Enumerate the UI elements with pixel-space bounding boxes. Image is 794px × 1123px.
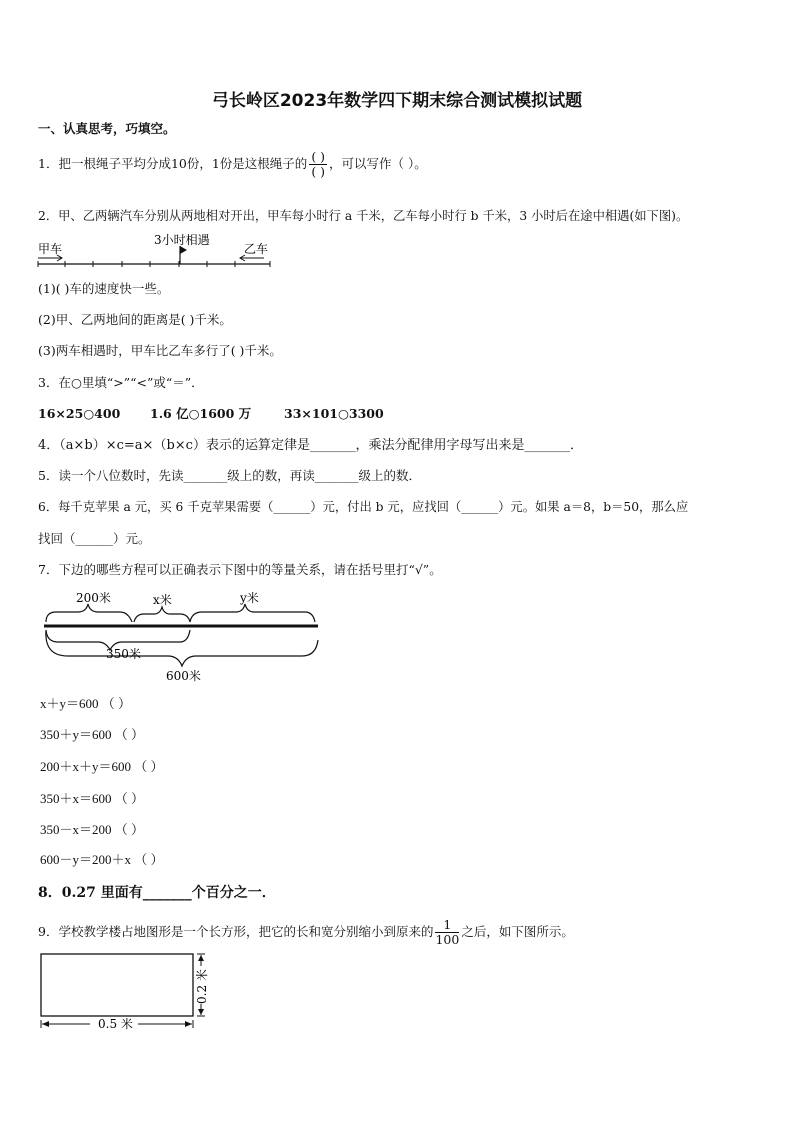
section-heading: 一、认真思考，巧填空。 xyxy=(38,121,176,136)
q3-item-3: 33×101○3300 xyxy=(284,406,384,421)
q3-item-2: 1.6 亿○1600 万 xyxy=(150,406,252,421)
brace-diagram xyxy=(40,590,325,685)
q2-sub-1: (1)( )车的速度快一些。 xyxy=(38,281,170,296)
question-9 xyxy=(38,918,574,947)
question-6: 6．每千克苹果 a 元，买 6 千克苹果需要（______）元，付出 b 元，应找回（______）元。如果 a＝8，b＝50，那么应 xyxy=(38,500,689,514)
question-8: 8．0.27 里面有_______个百分之一． xyxy=(38,885,276,901)
equation-6: 600－y＝200＋x （ ） xyxy=(40,852,164,867)
fraction-numerator: 1 xyxy=(435,918,459,933)
arrow-left-icon xyxy=(42,1021,49,1027)
question-6-cont: 找回（______）元。 xyxy=(38,531,151,546)
q3-item-1: 16×25○400 xyxy=(38,406,121,421)
arrow-up-icon xyxy=(198,955,204,961)
equation-4: 350＋x＝600 （ ） xyxy=(40,791,145,806)
q2-sub-3: (3)两车相遇时，甲车比乙车多行了( )千米。 xyxy=(38,343,282,358)
question-4: 4．（a×b）×c=a×（b×c）表示的运算定律是_______，乘法分配律用字母写出来是_______． xyxy=(38,438,583,453)
arrow-right-icon xyxy=(185,1021,192,1027)
question-3: 3．在○里填“>”“<”或“＝”． xyxy=(38,375,204,390)
meet-label: 3小时相遇 xyxy=(154,233,210,247)
q1-fraction xyxy=(309,150,327,179)
meeting-diagram xyxy=(36,232,276,272)
q9-text: 9．学校教学楼占地图形是一个长方形，把它的长和宽分别缩小到原来的 xyxy=(38,924,434,939)
fraction-numerator: ( ) xyxy=(311,149,326,164)
segment-200-label: 200米 xyxy=(76,591,111,605)
equation-2: 350＋y＝600 （ ） xyxy=(40,727,145,742)
q1-text: 1．把一根绳子平均分成10份，1份是这根绳子的 xyxy=(38,156,308,171)
question-1 xyxy=(38,150,427,179)
page-title: 弓长岭区2023年数学四下期末综合测试模拟试题 xyxy=(211,91,583,111)
fraction-denominator: ( ) xyxy=(311,164,326,179)
q2-sub-2: (2)甲、乙两地间的距离是( )千米。 xyxy=(38,312,232,327)
question-7: 7．下边的哪些方程可以正确表示下图中的等量关系，请在括号里打“√”。 xyxy=(38,562,442,577)
flag-icon xyxy=(180,246,187,254)
segment-x-label: x米 xyxy=(153,593,172,607)
q9-text-end: 之后，如下图所示。 xyxy=(461,924,574,939)
rectangle-diagram xyxy=(36,950,216,1034)
height-label: 0.2 米 xyxy=(195,969,209,1004)
fraction-denominator: 100 xyxy=(435,932,460,947)
q9-fraction xyxy=(435,918,459,947)
question-5: 5．读一个八位数时，先读_______级上的数，再读_______级上的数． xyxy=(38,468,421,483)
segment-350-label: 350米 xyxy=(106,647,141,661)
q1-text-end: ，可以写作（ ）。 xyxy=(329,156,427,171)
equation-1: x＋y＝600 （ ） xyxy=(40,696,132,711)
width-label: 0.5 米 xyxy=(98,1017,133,1031)
equation-3: 200＋x＋y＝600 （ ） xyxy=(40,759,164,774)
arrow-down-icon xyxy=(198,1009,204,1015)
right-car-label: 乙车 xyxy=(244,242,269,256)
question-2: 2．甲、乙两辆汽车分别从两地相对开出，甲车每小时行 a 千米，乙车每小时行 b 千米，3 小时后在途中相遇(如下图)。 xyxy=(38,209,689,223)
segment-600-label: 600米 xyxy=(166,669,201,683)
segment-y-label: y米 xyxy=(240,591,259,605)
left-car-label: 甲车 xyxy=(38,242,63,256)
equation-5: 350－x＝200 （ ） xyxy=(40,822,145,837)
